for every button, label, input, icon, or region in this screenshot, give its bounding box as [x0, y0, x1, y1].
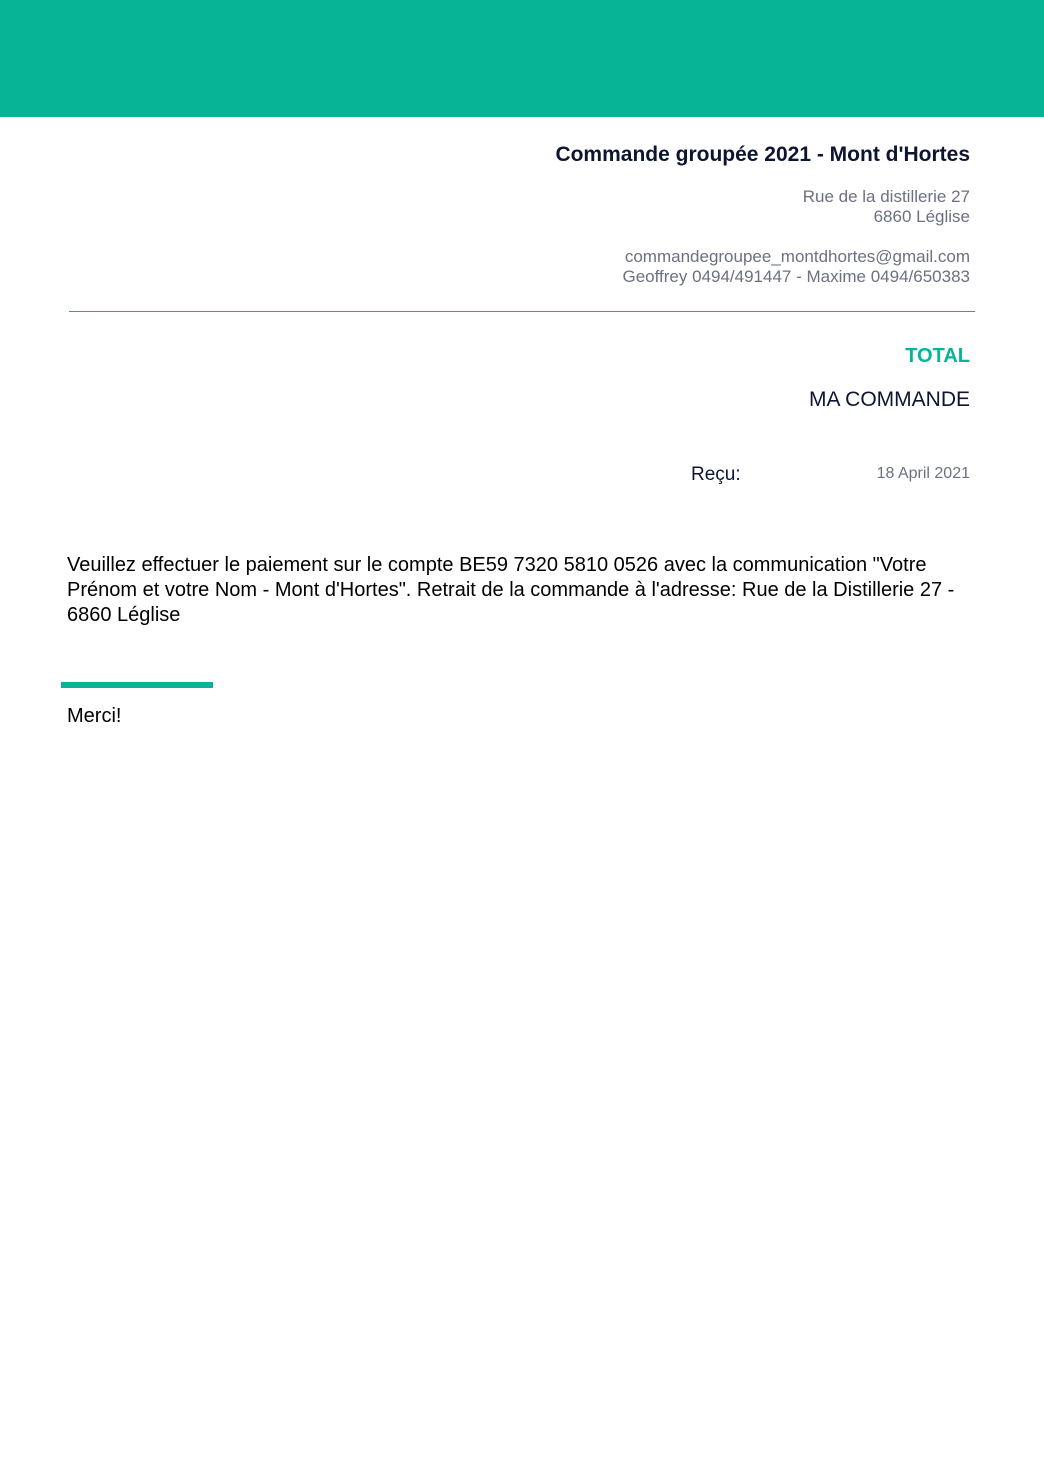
- header-band: [0, 0, 1044, 117]
- order-label: MA COMMANDE: [808, 388, 970, 411]
- company-name: Commande groupée 2021 - Mont d'Hortes: [555, 143, 970, 166]
- total-label: TOTAL: [905, 345, 970, 367]
- address-line-city: 6860 Léglise: [873, 207, 970, 226]
- received-label: Reçu:: [691, 464, 741, 485]
- accent-bar: [61, 682, 213, 688]
- header-divider: [69, 311, 975, 312]
- address-line-street: Rue de la distillerie 27: [802, 187, 970, 206]
- thanks-note: Merci!: [67, 705, 122, 727]
- company-contact: [555, 247, 970, 287]
- contact-email: commandegroupee_montdhortes@gmail.com: [624, 247, 970, 266]
- company-header: [555, 140, 970, 287]
- company-address: [555, 187, 970, 227]
- received-date: 18 April 2021: [876, 465, 970, 482]
- payment-instructions: Veuillez effectuer le paiement sur le compte BE59 7320 5810 0526 avec la communication "Votre Prénom et votre Nom - Mont d'Hortes". Retrait de la commande à l'adresse: Rue de la Distillerie 27 - 6860 Léglise: [67, 554, 955, 626]
- contact-phones: Geoffrey 0494/491447 - Maxime 0494/650383: [622, 267, 970, 286]
